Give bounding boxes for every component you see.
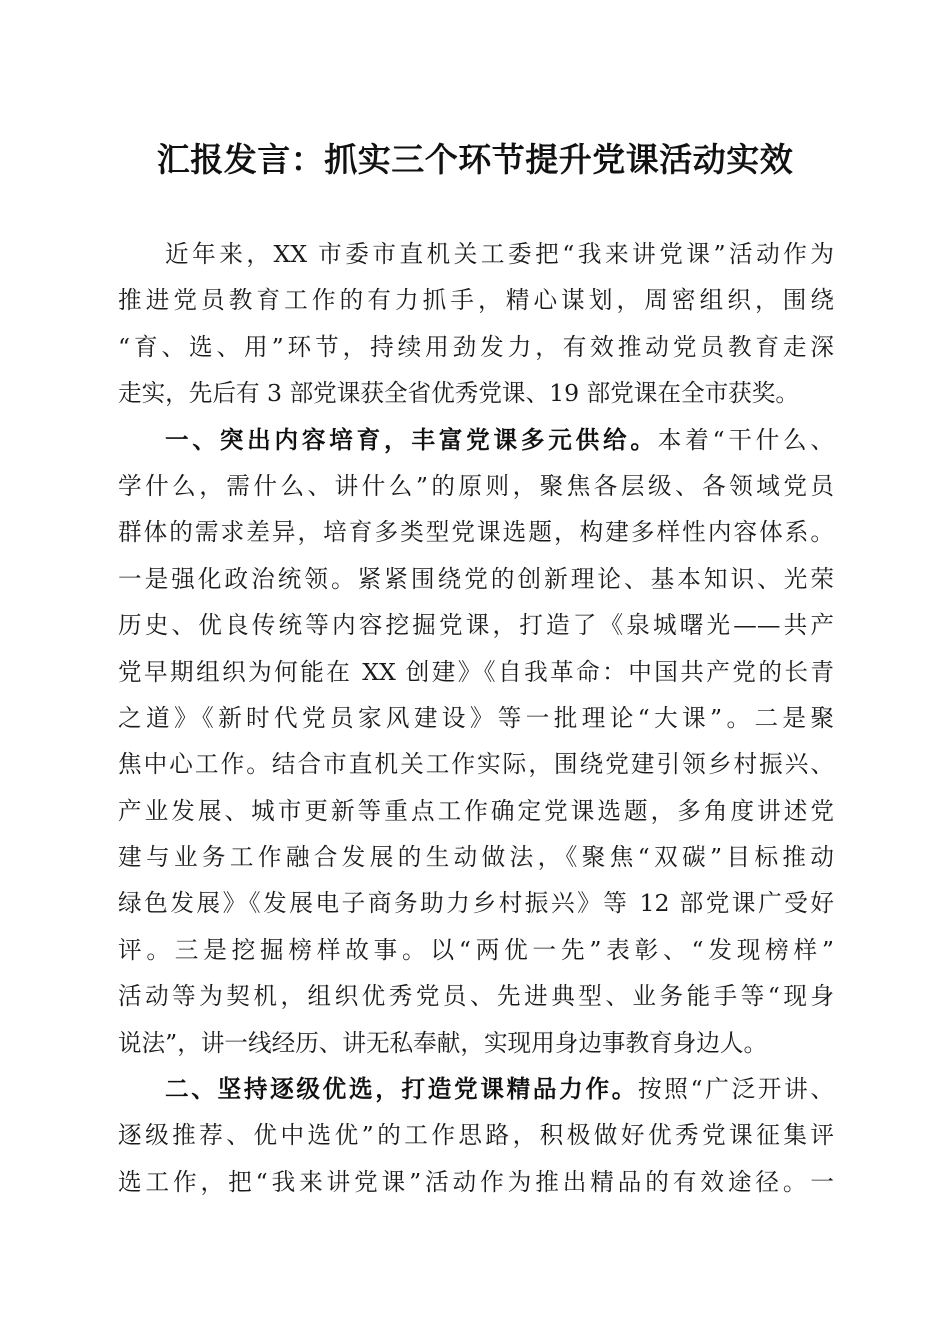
section-1-line: 绿色发展》《发展电子商务助力乡村振兴》等 12 部党课广受好: [118, 889, 834, 918]
section-1-line: 一是强化政治统领。紧紧围绕党的创新理论、基本知识、光荣: [118, 564, 834, 593]
section-1-line: 说法”，讲一线经历、讲无私奉献，实现用身边事教育身边人。: [118, 1028, 768, 1057]
section-1-line: 历史、优良传统等内容挖掘党课，打造了《泉城曙光——共产: [118, 611, 834, 640]
document-body: [118, 231, 834, 1205]
section-2-heading: 二、坚持逐级优选，打造党课精品力作。: [165, 1075, 638, 1104]
section-2-line: 逐级推荐、优中选优”的工作思路，积极做好优秀党课征集评: [118, 1121, 834, 1150]
section-1-line: 评。三是挖掘榜样故事。以“两优一先”表彰、“发现榜样”: [118, 935, 834, 964]
paragraph-1-line: 走实，先后有 3 部党课获全省优秀党课、19 部党课在全市获奖。: [118, 379, 799, 408]
section-1-first-line: [118, 417, 834, 463]
paragraph-1-line: 近年来，XX 市委市直机关工委把“我来讲党课”活动作为: [165, 240, 834, 268]
section-1-line: 建与业务工作融合发展的生动做法，《聚焦“双碳”目标推动: [118, 843, 834, 872]
section-1-line: 之道》《新时代党员家风建设》等一批理论“大课”。二是聚: [118, 703, 834, 732]
section-1-line: 群体的需求差异，培育多类型党课选题，构建多样性内容体系。: [118, 518, 834, 547]
section-1-heading: 一、突出内容培育，丰富党课多元供给。: [165, 425, 658, 454]
section-1-line: 活动等为契机，组织优秀党员、先进典型、业务能手等“现身: [118, 982, 834, 1011]
paragraph-1-line: 推进党员教育工作的有力抓手，精心谋划，周密组织，围绕: [118, 286, 834, 315]
section-1-line: 学什么，需什么、讲什么”的原则，聚焦各层级、各领域党员: [118, 471, 834, 500]
section-1-line: 焦中心工作。结合市直机关工作实际，围绕党建引领乡村振兴、: [118, 750, 834, 779]
section-2-text: 按照“广泛开讲、: [638, 1075, 834, 1104]
section-2-line: 选工作，把“我来讲党课”活动作为推出精品的有效途径。一: [118, 1167, 834, 1196]
document-title: 汇报发言：抓实三个环节提升党课活动实效: [156, 140, 794, 179]
paragraph-1-line: “育、选、用”环节，持续用劲发力，有效推动党员教育走深: [118, 332, 834, 361]
section-1-text: 本着“干什么、: [657, 425, 834, 454]
section-1-line: 党早期组织为何能在 XX 创建》《自我革命：中国共产党的长青: [118, 657, 834, 686]
section-2-first-line: [118, 1066, 834, 1112]
section-1-line: 产业发展、城市更新等重点工作确定党课选题，多角度讲述党: [118, 796, 834, 825]
